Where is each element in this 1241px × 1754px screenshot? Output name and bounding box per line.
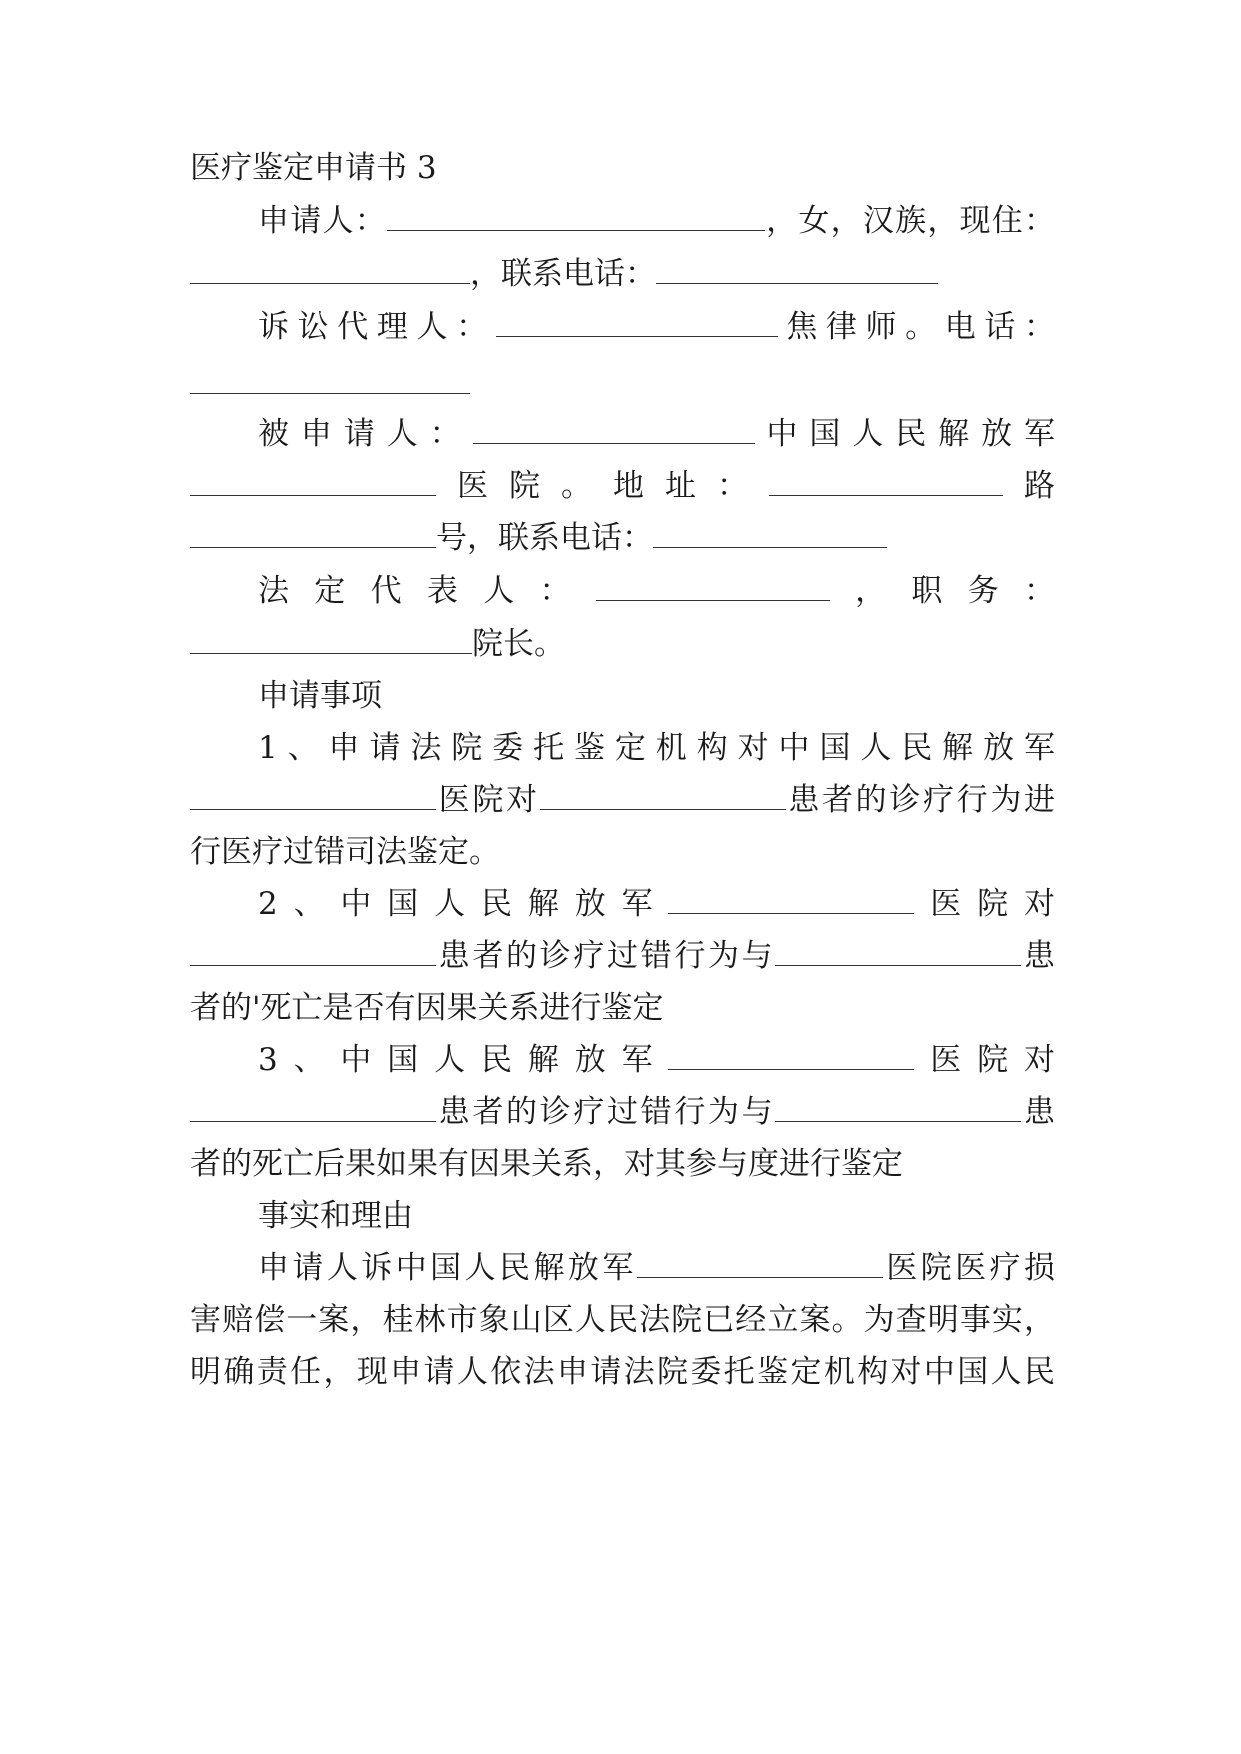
respondent-road-blank[interactable] [769,467,1003,496]
legal-rep-name-blank[interactable] [596,572,830,601]
facts-line-1: 申请人诉中国人民解放军 医院医疗损 [258,1250,1055,1286]
applicant-phone-blank[interactable] [656,255,938,284]
respondent-phone-blank[interactable] [653,519,887,548]
request-2-patient-blank[interactable] [190,937,436,966]
respondent-number-blank[interactable] [190,519,436,548]
request-3-line-3: 者的死亡后果如果有因果关系，对其参与度进行鉴定 [190,1146,903,1182]
facts-heading: 事实和理由 [258,1198,413,1234]
request-1-hospital-blank[interactable] [190,781,436,810]
request-3-line-1: 3、中国人民解放军 医院对 [258,1042,1055,1078]
respondent-hospital-blank[interactable] [190,467,436,496]
request-3-line-2: 患者的诊疗过错行为与 患 [190,1092,1055,1132]
applicant-name-blank[interactable] [387,202,765,231]
respondent-address-line: 医院。地址： 路 [190,466,1055,506]
request-2-line-3: 者的'死亡是否有因果关系进行鉴定 [190,990,664,1026]
request-2-patient2-blank[interactable] [775,937,1021,966]
agent-phone-line [190,364,1055,404]
request-2-hospital-blank[interactable] [668,885,914,914]
request-2-line-2: 患者的诊疗过错行为与 患 [190,936,1055,976]
agent-line: 诉讼代理人： 焦律师。电话： [258,309,1056,345]
facts-hospital-blank[interactable] [637,1249,883,1278]
applicant-address-blank[interactable] [190,255,470,284]
request-1-patient-blank[interactable] [540,781,786,810]
respondent-line: 被申请人： 中国人民解放军 [258,416,1056,452]
legal-rep-position-blank[interactable] [190,625,472,654]
request-3-hospital-blank[interactable] [668,1041,914,1070]
request-1-line-2: 医院对 患者的诊疗行为进 [190,780,1055,820]
request-2-line-1: 2、中国人民解放军 医院对 [258,886,1055,922]
legal-rep-line: 法定代表人： ，职务： [258,573,1056,609]
request-1-line-1: 1、申请法院委托鉴定机构对中国人民解放军 [258,730,1055,766]
respondent-phone-line: 号，联系电话： [190,518,1055,558]
document-title: 医疗鉴定申请书 3 [190,150,437,186]
request-3-patient2-blank[interactable] [775,1093,1021,1122]
applicant-line: 申请人： ，女，汉族，现住： [258,203,1056,239]
applicant-phone-line: ，联系电话： [190,254,1055,294]
agent-name-blank[interactable] [496,308,778,337]
facts-line-2: 害赔偿一案，桂林市象山区人民法院已经立案。为查明事实， [190,1302,1055,1338]
legal-rep-title-line: 院长。 [190,624,1055,664]
agent-phone-blank[interactable] [190,365,470,394]
respondent-name-blank[interactable] [473,415,755,444]
requests-heading: 申请事项 [258,678,382,714]
facts-line-3: 明确责任，现申请人依法申请法院委托鉴定机构对中国人民 [190,1354,1055,1390]
request-1-line-3: 行医疗过错司法鉴定。 [190,834,500,870]
request-3-patient-blank[interactable] [190,1093,436,1122]
